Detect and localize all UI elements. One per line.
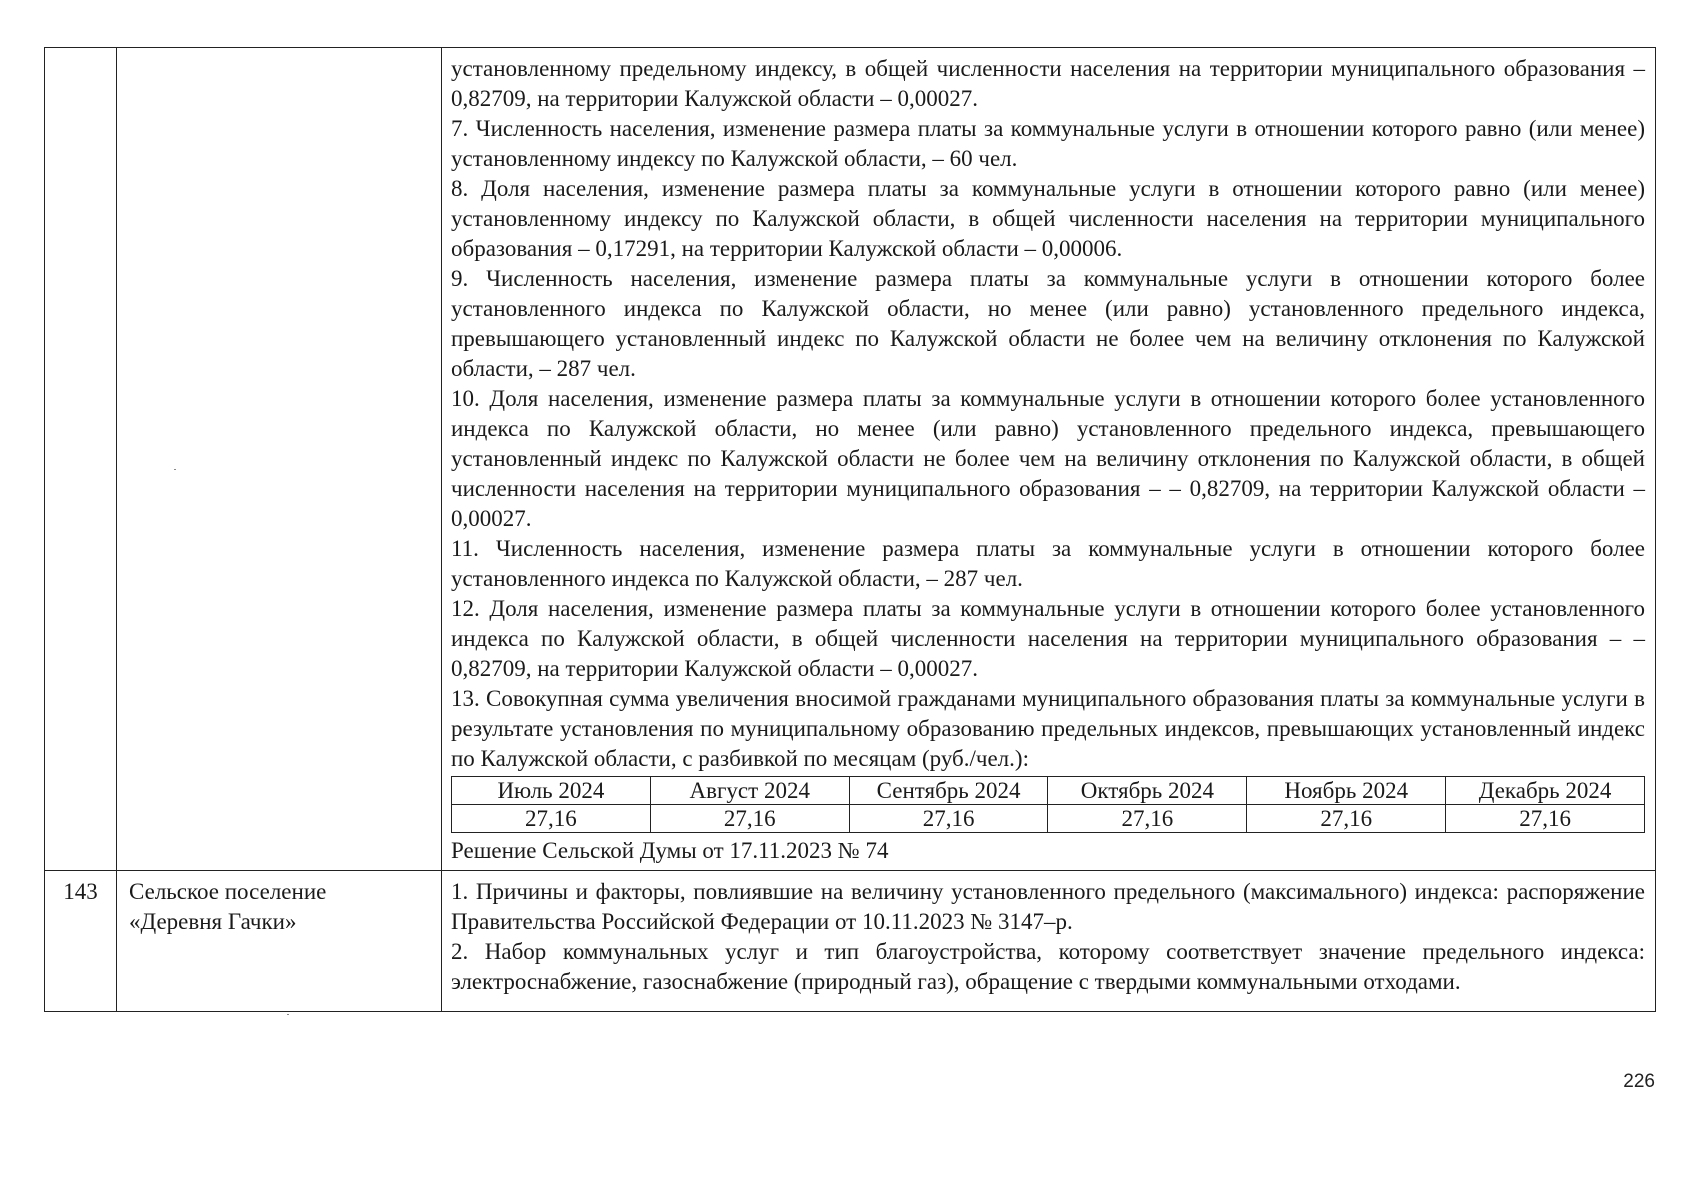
- row-number-cell: 143: [45, 871, 117, 1012]
- month-value: 27,16: [1247, 805, 1446, 833]
- paragraph: 1. Причины и факторы, повлиявшие на величину установленного предельного (максимального) индекса: распоряжение Правительства Российской Федерации от 10.11.2023 № 3147–р.: [451, 879, 1645, 934]
- months-value-row: [452, 805, 1645, 833]
- municipality-name-cell: [117, 48, 442, 871]
- scan-speck: [287, 1014, 289, 1015]
- paragraph: 10. Доля населения, изменение размера платы за коммунальные услуги в отношении которого более установленного индекса по Калужской области, но менее (или равно) установленного предельного индекса, превышающего установленный индекс по Калужской области не более чем на величину отклонения по Калужской области, в общей численности населения на территории муниципального образования – – 0,82709, на территории Калужской области – 0,00027.: [451, 386, 1645, 531]
- month-header: Июль 2024: [452, 777, 651, 805]
- paragraph: 12. Доля населения, изменение размера платы за коммунальные услуги в отношении которого более установленного индекса по Калужской области, в общей численности населения на территории муниципального образования – – 0,82709, на территории Калужской области – 0,00027.: [451, 596, 1645, 681]
- paragraph: 11. Численность населения, изменение размера платы за коммунальные услуги в отношении которого более установленного индекса по Калужской области, – 287 чел.: [451, 536, 1645, 591]
- page-number: 226: [1623, 1071, 1655, 1092]
- paragraph: установленному предельному индексу, в общей численности населения на территории муниципального образования – 0,82709, на территории Калужской области – 0,00027.: [451, 56, 1645, 111]
- monthly-amount-table: [451, 776, 1645, 833]
- scan-speck: [174, 469, 176, 470]
- month-value: 27,16: [1048, 805, 1247, 833]
- month-value: 27,16: [452, 805, 651, 833]
- table-row: [45, 48, 1656, 871]
- month-value: 27,16: [849, 805, 1048, 833]
- month-header: Сентябрь 2024: [849, 777, 1048, 805]
- row-number-cell: [45, 48, 117, 871]
- month-header: Август 2024: [650, 777, 849, 805]
- paragraph: 7. Численность населения, изменение размера платы за коммунальные услуги в отношении которого равно (или менее) установленному индексу по Калужской области, – 60 чел.: [451, 116, 1645, 171]
- description-cell: [442, 48, 1656, 871]
- municipality-type: Сельское поселение: [129, 879, 327, 904]
- paragraph: 13. Совокупная сумма увеличения вносимой гражданами муниципального образования платы за коммунальные услуги в результате установления по муниципальному образованию предельных индексов, превышающих установленный индекс по Калужской области, с разбивкой по месяцам (руб./чел.):: [451, 686, 1645, 771]
- month-header: Октябрь 2024: [1048, 777, 1247, 805]
- municipality-name-cell: [117, 871, 442, 1012]
- decision-reference: Решение Сельской Думы от 17.11.2023 № 74: [451, 838, 889, 863]
- paragraph: 2. Набор коммунальных услуг и тип благоустройства, которому соответствует значение предельного индекса: электроснабжение, газоснабжение (природный газ), обращение с твердыми коммунальными отходами.: [451, 939, 1645, 994]
- paragraph: 8. Доля населения, изменение размера платы за коммунальные услуги в отношении которого равно (или менее) установленному индексу по Калужской области, в общей численности населения на территории муниципального образования – 0,17291, на территории Калужской области – 0,00006.: [451, 176, 1645, 261]
- month-value: 27,16: [650, 805, 849, 833]
- description-cell: [442, 871, 1656, 1012]
- paragraph: 9. Численность населения, изменение размера платы за коммунальные услуги в отношении которого более установленного индекса по Калужской области, но менее (или равно) установленного предельного индекса, превышающего установленный индекс по Калужской области не более чем на величину отклонения по Калужской области, – 287 чел.: [451, 266, 1645, 381]
- months-header-row: [452, 777, 1645, 805]
- month-header: Ноябрь 2024: [1247, 777, 1446, 805]
- month-header: Декабрь 2024: [1446, 777, 1645, 805]
- municipal-index-table: [44, 47, 1656, 1012]
- municipality-name: «Деревня Гачки»: [129, 909, 297, 934]
- month-value: 27,16: [1446, 805, 1645, 833]
- table-row: [45, 871, 1656, 1012]
